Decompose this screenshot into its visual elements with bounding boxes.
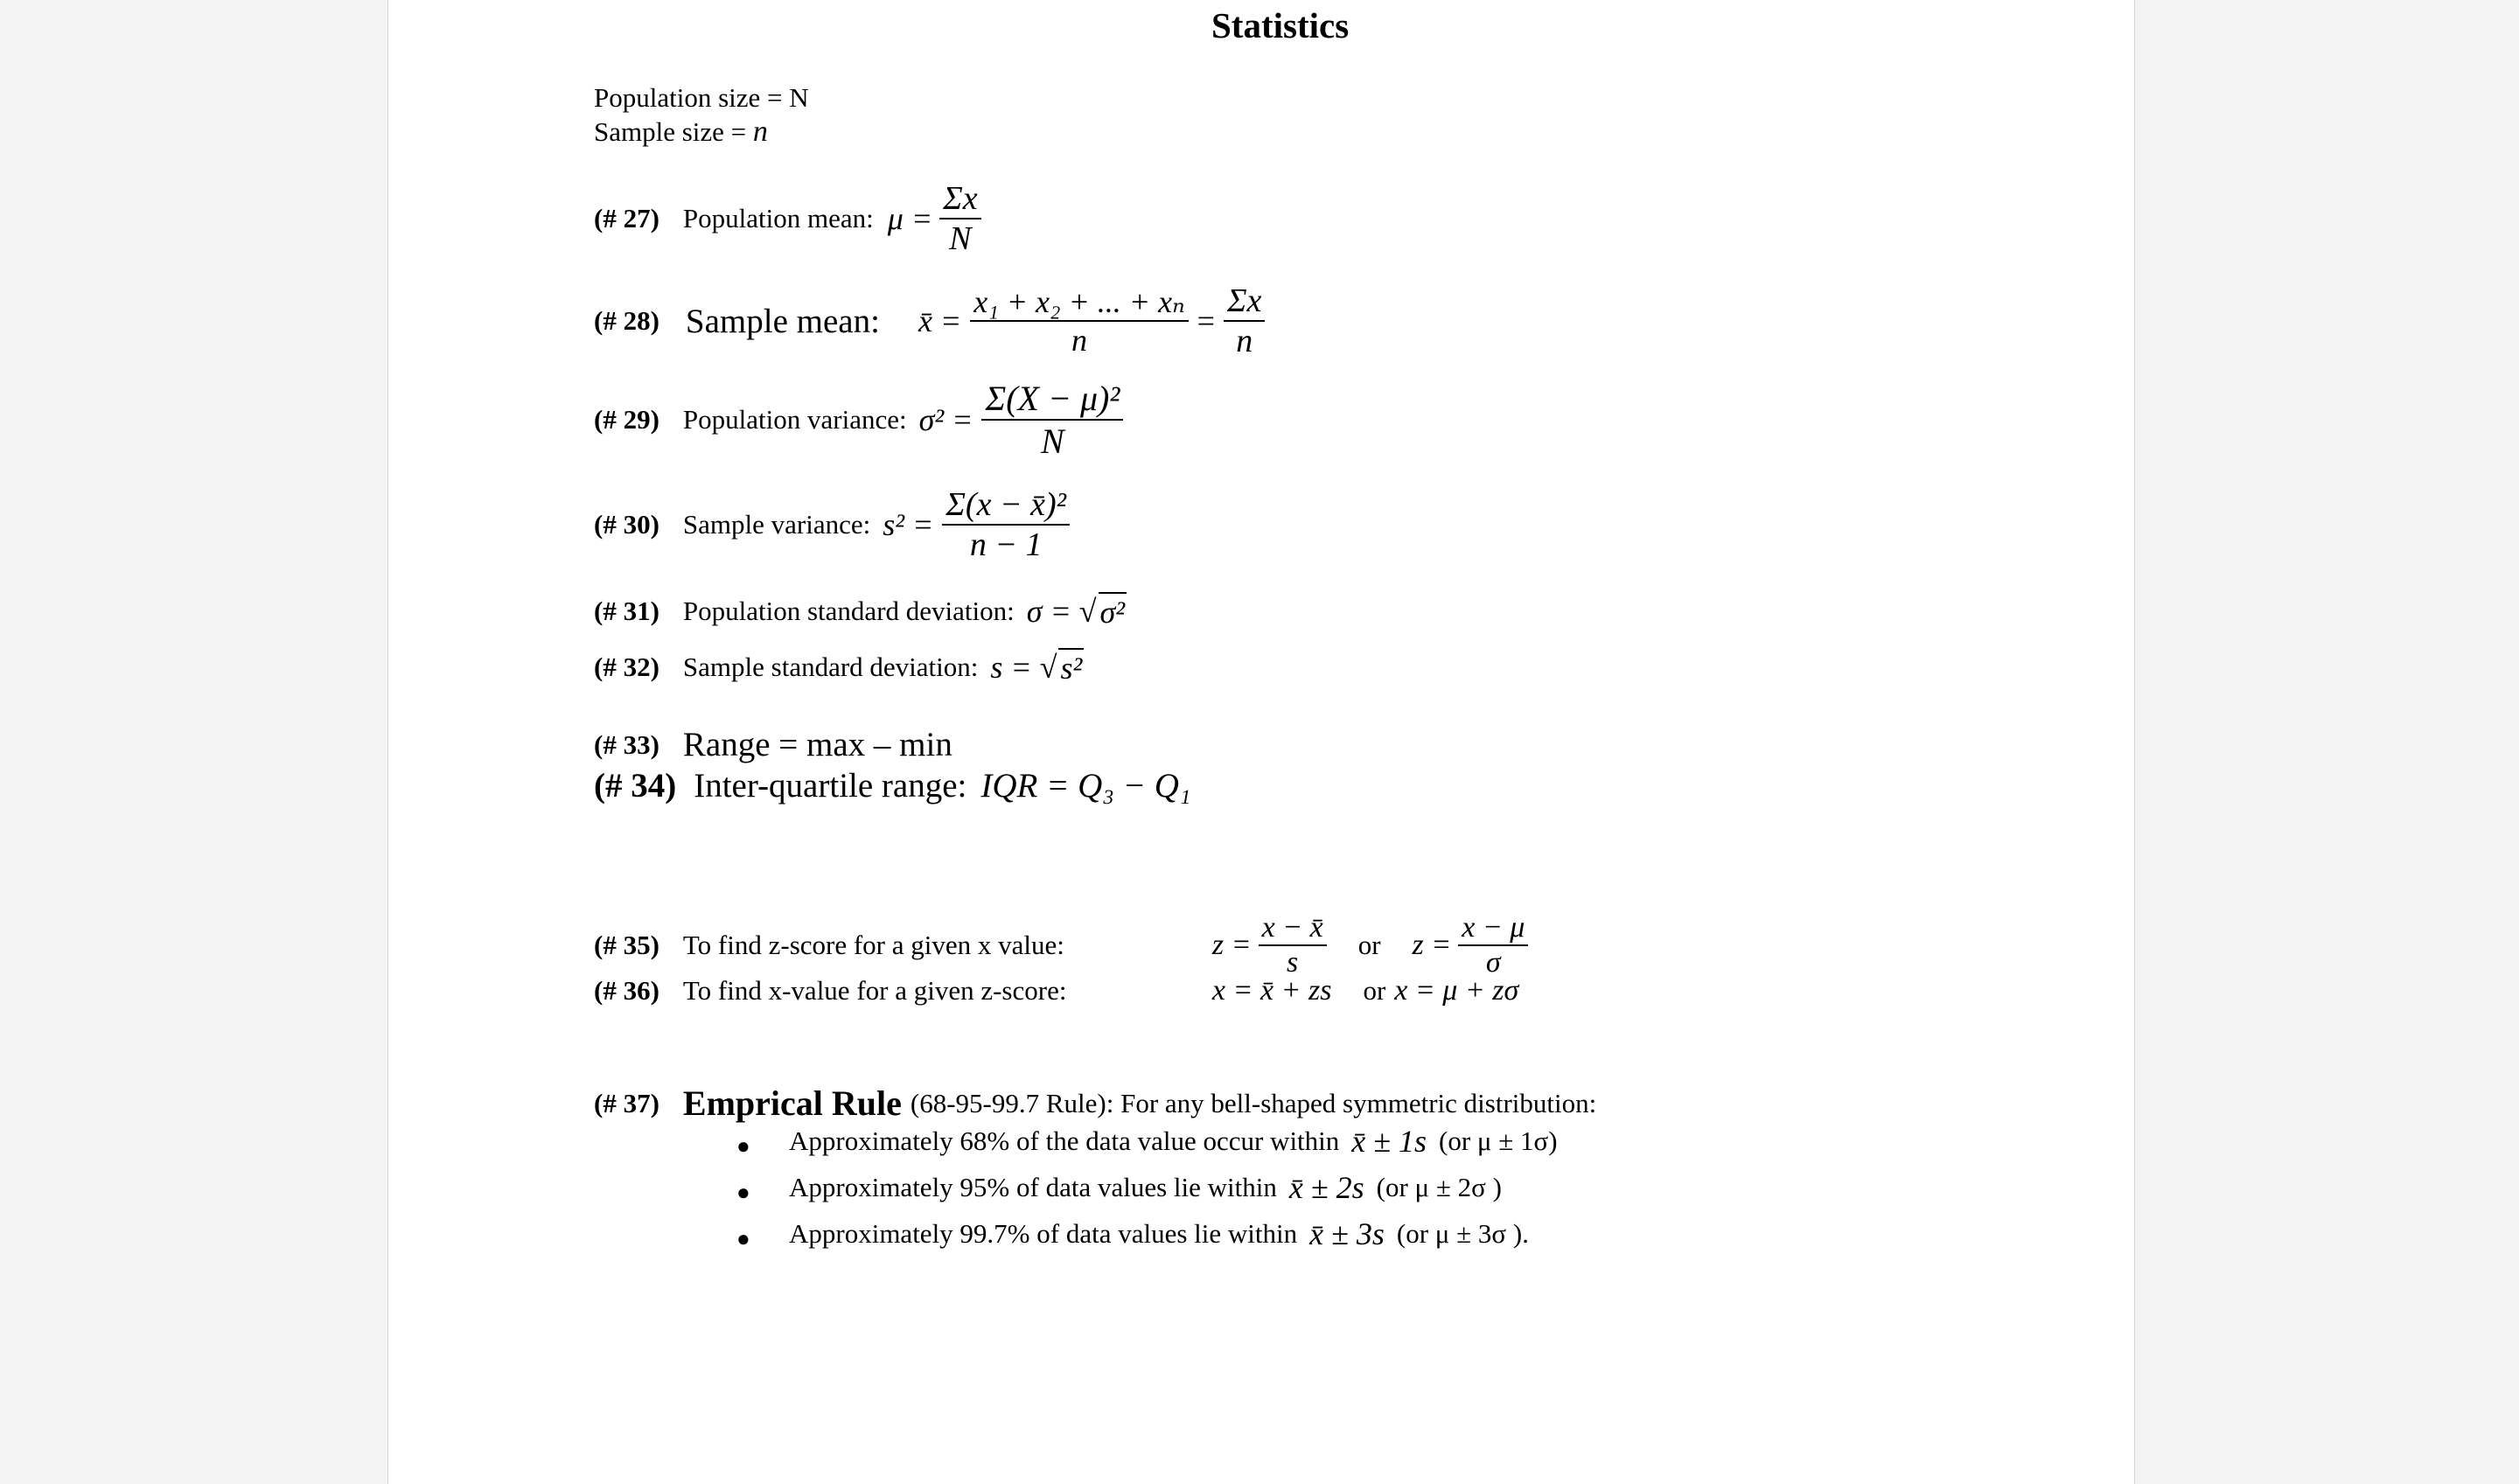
formula-lhs: x̄ = [918,303,962,338]
formula-population: (or μ ± 1σ) [1439,1125,1558,1156]
denominator: N [1041,422,1064,461]
formula-27 [594,179,981,258]
formula-label: Sample standard deviation: [682,651,979,682]
denominator: σ [1485,946,1501,979]
formula-31 [594,592,1127,631]
radicand: s² [1058,648,1084,686]
formula-36 [594,974,1518,1007]
formula-label: Population variance: [682,404,907,435]
formula-sample: x̄ ± 3s [1309,1216,1385,1251]
formula-lhs: σ = √ [1026,594,1097,629]
fraction-1 [970,283,1188,359]
formula-lhs: μ = [887,201,933,236]
list-item [789,1216,1529,1252]
empirical-rule-text: (68-95-99.7 Rule): For any bell-shaped symmetric distribution: [910,1087,1597,1118]
numerator: Σ(x − x̄)² [942,485,1070,526]
formula-29 [594,378,1123,462]
denominator: n [1236,323,1253,359]
formula-28 [594,282,1265,360]
formula-1: x = x̄ + zs [1211,974,1332,1007]
formula-lhs: s² = [883,507,934,542]
numerator: x₁ + x₂ + ... + xₙ [970,283,1188,322]
formula-population: (or μ ± 3σ ). [1396,1218,1529,1249]
formula-label: Inter-quartile range: [694,767,967,805]
bullet-icon: ● [736,1180,750,1205]
formula-number: (# 28) [594,305,659,336]
page-title: Statistics [1211,5,1350,45]
equals-sign: = [1197,303,1215,338]
numerator: Σ(X − μ)² [981,378,1123,421]
formula-sample: x̄ ± 2s [1288,1170,1364,1205]
fraction-2 [1458,911,1528,979]
formula-number: (# 31) [594,596,659,626]
formula-number: (# 36) [594,975,659,1006]
formula-37 [594,1083,1596,1124]
formula-label: Population mean: [682,203,874,233]
formula-32 [594,648,1084,686]
formula-expression: IQR = Q₃ − Q₁ [980,767,1191,805]
formula-label: Sample variance: [682,509,871,540]
denominator: s [1287,946,1299,979]
fraction [981,378,1123,462]
formula-number: (# 35) [594,930,659,960]
formula-number: (# 37) [594,1087,659,1118]
empirical-rule-heading: Emprical Rule [682,1083,902,1123]
formula-number: (# 33) [594,728,659,760]
bullet-icon: ● [736,1133,750,1159]
formula-label: Population standard deviation: [682,596,1015,626]
list-item [789,1123,1558,1160]
or-text: or [1357,930,1381,960]
denominator: N [949,220,972,257]
formula-30 [594,485,1070,564]
numerator: Σx [939,179,980,219]
formula-text: Range = max – min [682,726,952,763]
population-size-text: Population size = N [594,82,809,113]
bullet-icon: ● [736,1226,750,1251]
formula-population: (or μ ± 2σ ) [1376,1172,1502,1202]
radicand: σ² [1099,592,1127,631]
formula-number: (# 34) [594,767,677,805]
list-item [789,1169,1502,1206]
formula-lhs: s = √ [990,650,1057,685]
formula-label: To find x-value for a given z-score: [682,975,1067,1006]
formula-lhs: σ² = [918,402,973,437]
fraction-2 [1224,282,1265,360]
formula-number: (# 32) [594,651,659,682]
denominator: n [1071,323,1087,358]
sample-size-text [594,115,768,149]
list-item-text: Approximately 99.7% of data values lie within [789,1218,1298,1249]
z-lhs-2: z = [1412,929,1452,961]
sample-size-label: Sample size = [594,116,753,147]
formula-2: x = μ + zσ [1394,974,1519,1007]
formula-number: (# 27) [594,203,659,233]
z-lhs-1: z = [1211,929,1252,961]
numerator: Σx [1224,282,1265,322]
formula-33 [594,725,952,764]
formula-35 [594,911,1528,979]
list-item-text: Approximately 95% of data values lie within [789,1172,1277,1202]
formula-34 [594,766,1190,805]
fraction [939,179,980,258]
formula-number: (# 29) [594,404,659,435]
denominator: n − 1 [969,526,1043,563]
sample-size-var: n [752,115,768,148]
formula-label: To find z-score for a given x value: [682,930,1064,960]
formula-label: Sample mean: [685,302,880,340]
fraction [942,485,1070,564]
formula-sample: x̄ ± 1s [1351,1124,1427,1159]
list-item-text: Approximately 68% of the data value occur within [789,1125,1340,1156]
numerator: x − μ [1458,911,1528,946]
or-text: or [1363,975,1386,1006]
formula-number: (# 30) [594,509,659,540]
fraction-1 [1259,911,1327,979]
numerator: x − x̄ [1259,911,1327,946]
